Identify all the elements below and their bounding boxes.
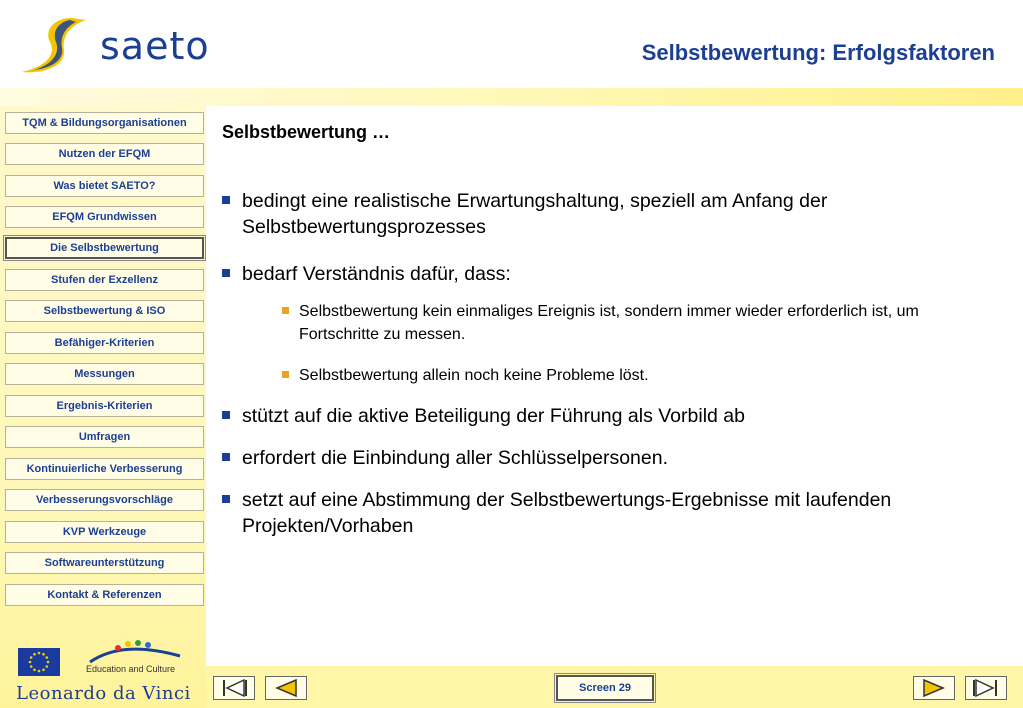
last-screen-button[interactable] — [965, 676, 1007, 700]
previous-arrow-icon — [266, 677, 306, 699]
bullet-item — [222, 188, 982, 240]
sidebar-item-softwareunterstuetzung[interactable] — [5, 552, 204, 574]
leonardo-da-vinci-label: Leonardo da Vinci — [16, 683, 191, 704]
sidebar-item-ergebnis-kriterien[interactable] — [5, 395, 204, 417]
sidebar-item-stufen-der-exzellenz[interactable] — [5, 269, 204, 291]
sidebar-item-kvp-werkzeuge[interactable] — [5, 521, 204, 543]
sidebar-item-label: Nutzen der EFQM — [58, 148, 151, 160]
bullet-item — [222, 261, 982, 287]
page-title: Selbstbewertung: Erfolgsfaktoren — [641, 40, 995, 65]
orange-square-bullet-icon — [282, 307, 289, 314]
sidebar-item-label: Selbstbewertung & ISO — [43, 305, 166, 317]
sidebar-item-befaehiger-kriterien[interactable] — [5, 332, 204, 354]
sidebar-item-label: Messungen — [74, 368, 135, 380]
next-arrow-icon — [914, 677, 954, 699]
sidebar-item-label: EFQM Grundwissen — [52, 211, 157, 223]
sidebar-item-messungen[interactable] — [5, 363, 204, 385]
sidebar-item-label: Verbesserungsvorschläge — [36, 494, 173, 506]
next-screen-button[interactable] — [913, 676, 955, 700]
sidebar-item-nutzen-der-efqm[interactable] — [5, 143, 204, 165]
square-bullet-icon — [222, 453, 230, 461]
square-bullet-icon — [222, 411, 230, 419]
bullet-item — [222, 487, 982, 539]
eu-stars-icon — [18, 648, 60, 676]
sub-bullet-item — [282, 300, 962, 346]
sidebar-item-selbstbewertung-iso[interactable] — [5, 300, 204, 322]
skip-last-icon — [966, 677, 1006, 699]
bullet-text: stützt auf die aktive Beteiligung der Führung als Vorbild ab — [242, 405, 745, 427]
sidebar-item-label: Ergebnis-Kriterien — [56, 400, 153, 412]
sidebar-item-die-selbstbewertung[interactable] — [5, 237, 204, 259]
bullet-text: setzt auf eine Abstimmung der Selbstbewertungs-Ergebnisse mit laufenden Projekten/Vorhaben — [242, 489, 892, 537]
sidebar-item-label: Befähiger-Kriterien — [54, 337, 155, 349]
sidebar-item-label: Softwareunterstützung — [44, 557, 165, 569]
bullet-text: bedarf Verständnis dafür, dass: — [242, 263, 511, 285]
sub-bullet-text: Selbstbewertung kein einmaliges Ereignis ist, sondern immer wieder erforderlich ist, um Fortschritte zu messen. — [299, 303, 919, 343]
eu-flag-icon — [18, 648, 60, 676]
bullet-text: bedingt eine realistische Erwartungshaltung, speziell am Anfang der Selbstbewertungsprozesses — [242, 190, 828, 238]
square-bullet-icon — [222, 495, 230, 503]
sidebar-item-label: Kontinuierliche Verbesserung — [26, 463, 183, 475]
sidebar-item-kontinuierliche-verbesserung[interactable] — [5, 458, 204, 480]
screen-number-indicator: Screen 29 — [556, 675, 654, 701]
bullet-item — [222, 403, 982, 429]
sidebar-item-tqm-bildungsorganisationen[interactable] — [5, 112, 204, 134]
section-title: Selbstbewertung … — [222, 122, 391, 142]
sidebar-item-label: Was bietet SAETO? — [53, 180, 156, 192]
previous-screen-button[interactable] — [265, 676, 307, 700]
first-screen-button[interactable] — [213, 676, 255, 700]
skip-first-icon — [214, 677, 254, 699]
square-bullet-icon — [222, 196, 230, 204]
sidebar-item-label: Stufen der Exzellenz — [51, 274, 158, 286]
sidebar-item-umfragen[interactable] — [5, 426, 204, 448]
bullet-text: erfordert die Einbindung aller Schlüsselpersonen. — [242, 447, 669, 469]
orange-square-bullet-icon — [282, 371, 289, 378]
sub-bullet-text: Selbstbewertung allein noch keine Probleme löst. — [299, 367, 649, 384]
sub-bullet-item — [282, 364, 962, 387]
logo-text: saeto — [100, 24, 210, 68]
header — [0, 0, 1023, 88]
bullet-item — [222, 445, 982, 471]
sidebar-item-label: Umfragen — [78, 431, 131, 443]
saeto-logo — [14, 14, 210, 76]
header-band — [0, 88, 1023, 106]
square-bullet-icon — [222, 269, 230, 277]
sidebar-item-efqm-grundwissen[interactable] — [5, 206, 204, 228]
sidebar-item-label: TQM & Bildungsorganisationen — [22, 117, 187, 129]
sidebar-item-verbesserungsvorschlaege[interactable] — [5, 489, 204, 511]
sidebar-item-label: KVP Werkzeuge — [62, 526, 147, 538]
sidebar-item-kontakt-referenzen[interactable] — [5, 584, 204, 606]
sidebar-item-label: Kontakt & Referenzen — [47, 589, 162, 601]
education-culture-label: Education and Culture — [86, 664, 176, 674]
sidebar-item-was-bietet-saeto[interactable] — [5, 175, 204, 197]
sidebar-item-label: Die Selbstbewertung — [50, 242, 159, 254]
saeto-swoosh-icon — [14, 14, 94, 76]
